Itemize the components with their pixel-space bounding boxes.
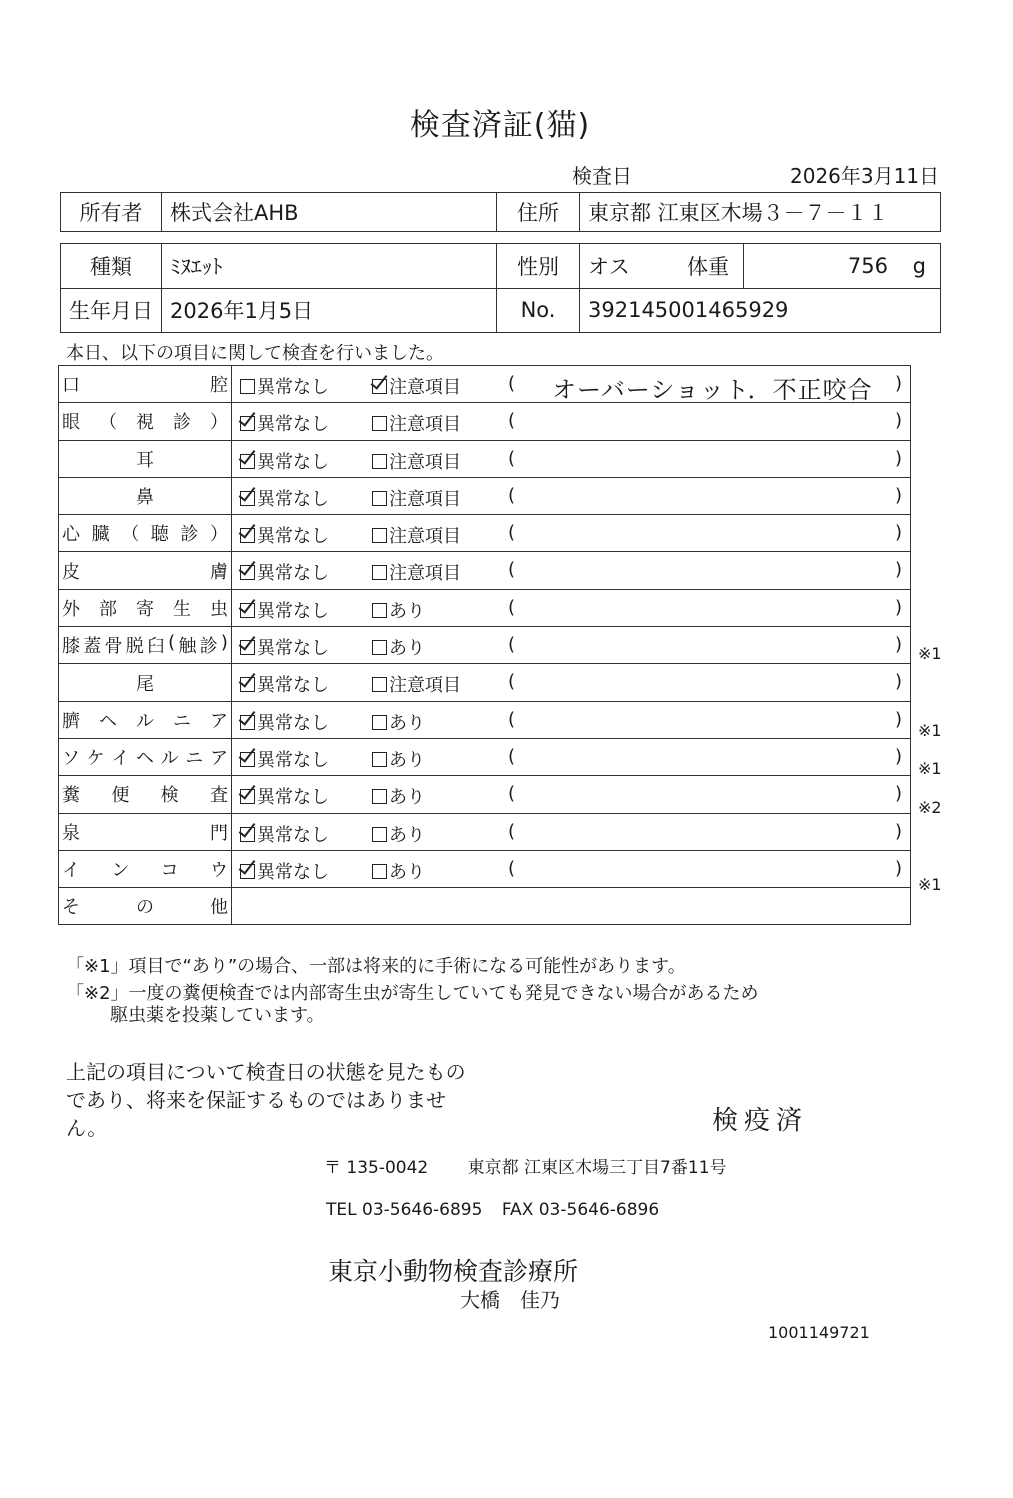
doctor-name: 大橋 佳乃 — [460, 1288, 560, 1312]
option-attention-label: 注意項目 — [389, 377, 461, 398]
option-attention[interactable] — [372, 858, 425, 884]
option-attention[interactable] — [372, 597, 425, 623]
check-item-label — [59, 477, 232, 514]
label-char: ニ — [185, 748, 204, 770]
checkbox-icon[interactable] — [372, 640, 387, 655]
clinic-contact-line — [326, 1200, 659, 1220]
check-options — [232, 589, 911, 626]
check-row — [59, 813, 911, 850]
option-attention-label: あり — [389, 638, 425, 660]
breed-value: ﾐﾇｴｯﾄ — [162, 244, 497, 289]
option-attention-label: 注意項目 — [389, 563, 461, 585]
option-attention[interactable] — [372, 373, 461, 399]
checklist-table — [58, 365, 911, 925]
label-char: ソ — [62, 748, 80, 770]
footnote-mark: ※1 — [918, 874, 942, 894]
option-normal-label: 異常なし — [257, 451, 329, 473]
check-item-text — [62, 856, 228, 882]
no-label: No. — [497, 288, 580, 333]
label-char: 診 — [199, 636, 218, 658]
option-normal[interactable] — [240, 634, 329, 660]
checkbox-icon[interactable] — [372, 752, 387, 767]
label-char: 骨 — [104, 636, 123, 658]
check-row — [59, 552, 911, 589]
breed-label: 種類 — [61, 244, 162, 289]
paren-close: ) — [894, 708, 902, 730]
check-options — [232, 627, 911, 664]
label-char: ケ — [86, 748, 105, 770]
check-item-text — [62, 520, 228, 546]
check-item-text: 鼻 — [136, 487, 154, 509]
option-attention-label: 注意項目 — [389, 675, 461, 697]
check-item-label — [59, 589, 232, 626]
inspection-stamp: 検疫済 — [712, 1106, 809, 1136]
paren-close: ) — [894, 484, 902, 506]
label-char: ( — [168, 632, 176, 654]
footnote-2b: 駆虫薬を投薬しています。 — [110, 1005, 325, 1026]
paren-close: ) — [894, 559, 902, 581]
serial-number: 1001149721 — [768, 1323, 870, 1342]
check-item-text — [62, 371, 228, 397]
check-item-label — [59, 366, 232, 403]
option-attention[interactable] — [372, 821, 425, 847]
label-char: 他 — [210, 897, 228, 919]
label-char: 心 — [62, 524, 80, 546]
checkbox-icon[interactable] — [240, 715, 255, 730]
check-item-label — [59, 813, 232, 850]
label-char: 眼 — [62, 412, 80, 434]
check-row — [59, 850, 911, 887]
check-item-label — [59, 552, 232, 589]
checkbox-icon[interactable] — [372, 827, 387, 842]
check-options — [232, 403, 911, 440]
exam-date-label: 検査日 — [572, 164, 632, 188]
option-attention[interactable] — [372, 410, 461, 436]
paren-open: ( — [508, 522, 516, 544]
label-char: ニ — [173, 710, 191, 732]
check-options — [232, 366, 911, 403]
label-char: 寄 — [136, 598, 154, 620]
clinic-name: 東京小動物検査診療所 — [328, 1257, 579, 1286]
check-item-label — [59, 701, 232, 738]
label-char: 臼 — [146, 636, 165, 658]
check-item-text — [62, 595, 228, 621]
check-options — [232, 738, 911, 775]
option-normal[interactable] — [240, 671, 329, 697]
option-attention-label: 注意項目 — [389, 414, 461, 436]
paren-open: ( — [508, 671, 516, 693]
check-row — [59, 776, 911, 813]
label-char: （ — [121, 524, 140, 546]
label-char: 査 — [209, 785, 228, 807]
label-char: ア — [209, 748, 228, 770]
check-item-text — [62, 819, 228, 845]
check-options — [232, 664, 911, 701]
option-attention-label: あり — [389, 712, 425, 734]
check-options — [232, 477, 911, 514]
option-normal-label: 異常なし — [257, 488, 329, 510]
option-attention-label: 注意項目 — [389, 451, 461, 473]
checkbox-icon[interactable] — [240, 603, 255, 618]
label-char: 臓 — [91, 524, 110, 546]
checkbox-icon[interactable] — [240, 789, 255, 804]
clinic-tel: TEL 03-5646-6895 — [326, 1200, 483, 1220]
check-row — [59, 589, 911, 626]
checkbox-icon[interactable] — [240, 491, 255, 506]
check-row — [59, 477, 911, 514]
paren-open: ( — [508, 410, 516, 432]
paren-open: ( — [508, 820, 516, 842]
check-item-label — [59, 440, 232, 477]
option-normal[interactable] — [240, 746, 329, 772]
checkbox-icon[interactable] — [372, 864, 387, 879]
label-char: ) — [220, 632, 228, 654]
paren-open: ( — [508, 484, 516, 506]
option-normal-label: 異常なし — [257, 861, 329, 883]
check-item-label — [59, 850, 232, 887]
postal-code: 〒 135-0042 — [324, 1158, 429, 1178]
clinic-fax: FAX 03-5646-6896 — [501, 1200, 660, 1220]
paren-open: ( — [508, 559, 516, 581]
option-attention[interactable] — [372, 709, 425, 735]
footnote-mark: ※1 — [918, 720, 942, 740]
label-char: 便 — [111, 785, 130, 807]
paren-close: ) — [894, 671, 902, 693]
option-normal[interactable] — [240, 783, 329, 809]
paren-close: ) — [894, 634, 902, 656]
option-normal-label: 異常なし — [257, 377, 329, 398]
check-item-text — [62, 707, 228, 733]
label-char: 虫 — [210, 598, 228, 620]
checkbox-icon[interactable] — [372, 603, 387, 618]
check-item-text — [62, 632, 228, 658]
sex-label: 性別 — [497, 244, 580, 289]
option-attention-label: あり — [389, 749, 425, 771]
check-row — [59, 366, 911, 403]
check-row — [59, 440, 911, 477]
checkbox-icon[interactable] — [240, 677, 255, 692]
paren-open: ( — [508, 745, 516, 767]
label-char: 部 — [99, 598, 117, 620]
no-value: 392145001465929 — [580, 288, 941, 333]
label-char: 生 — [173, 598, 191, 620]
option-normal-label: 異常なし — [257, 749, 329, 771]
label-char: 診 — [173, 412, 191, 434]
option-normal-label: 異常なし — [257, 526, 329, 548]
option-attention-label: あり — [389, 600, 425, 622]
label-char: 触 — [178, 636, 197, 658]
check-item-label — [59, 403, 232, 440]
option-normal[interactable] — [240, 821, 329, 847]
label-char: 膝 — [62, 636, 80, 658]
option-attention-label: 注意項目 — [389, 526, 461, 548]
check-row — [59, 515, 911, 552]
label-char: コ — [160, 860, 179, 881]
label-char: 臍 — [62, 710, 80, 732]
check-item-label — [59, 738, 232, 775]
disclaimer: 上記の項目について検査日の状態を見たものであり、将来を保証するものではありません。 — [66, 1060, 466, 1140]
option-attention-label: 注意項目 — [389, 488, 461, 510]
footnote-2a: 「※2」一度の糞便検査では内部寄生虫が寄生していても発見できない場合があるため — [66, 983, 759, 1004]
option-normal-label: 異常なし — [257, 414, 329, 436]
label-char: の — [136, 897, 154, 919]
option-normal[interactable] — [240, 373, 329, 399]
check-row — [59, 738, 911, 775]
checkbox-icon[interactable] — [240, 416, 255, 431]
check-row — [59, 627, 911, 664]
intro-text: 本日、以下の項目に関して検査を行いました。 — [66, 343, 444, 364]
birth-label: 生年月日 — [61, 288, 162, 333]
option-normal-label: 異常なし — [257, 787, 329, 809]
paren-open: ( — [508, 857, 516, 879]
checkbox-icon[interactable] — [240, 454, 255, 469]
paren-open: ( — [508, 373, 516, 394]
check-item-text — [62, 408, 228, 434]
check-item-text: 耳 — [136, 449, 154, 471]
footnote-1: 「※1」項目で“あり”の場合、一部は将来的に手術になる可能性があります。 — [66, 956, 686, 977]
paren-open: ( — [508, 447, 516, 469]
paren-open: ( — [508, 634, 516, 656]
paren-open: ( — [508, 596, 516, 618]
sex-value: オス — [580, 244, 674, 289]
option-attention-label: あり — [389, 824, 425, 846]
label-char: ル — [136, 710, 154, 732]
option-normal[interactable] — [240, 485, 329, 511]
label-char: ル — [160, 748, 179, 770]
option-attention[interactable] — [372, 671, 461, 697]
paren-open: ( — [508, 783, 516, 805]
label-char: ン — [111, 860, 130, 881]
option-attention[interactable] — [372, 485, 461, 511]
paren-open: ( — [508, 708, 516, 730]
option-normal[interactable] — [240, 858, 329, 884]
exam-date: 2026年3月11日 — [790, 164, 940, 188]
owner-table — [60, 192, 941, 232]
paren-close: ) — [894, 783, 902, 805]
check-item-text — [62, 558, 228, 584]
document-title: 検査済証(猫) — [409, 108, 591, 143]
checkbox-icon[interactable] — [372, 379, 387, 394]
checkbox-icon[interactable] — [240, 640, 255, 655]
check-item-text — [62, 744, 228, 770]
checkbox-icon[interactable] — [240, 379, 255, 394]
check-options — [232, 850, 911, 887]
label-char: ウ — [209, 860, 228, 881]
option-normal[interactable] — [240, 597, 329, 623]
checkbox-icon[interactable] — [372, 565, 387, 580]
paren-close: ) — [894, 447, 902, 469]
label-char: ヘ — [99, 710, 117, 732]
footnote-mark: ※2 — [918, 797, 942, 817]
weight-label: 体重 — [673, 244, 744, 289]
label-char: 脱 — [125, 636, 144, 658]
option-normal-label: 異常なし — [257, 600, 329, 622]
checkbox-icon[interactable] — [240, 528, 255, 543]
checkbox-icon[interactable] — [240, 864, 255, 879]
option-attention[interactable] — [372, 783, 425, 809]
label-char: 蓋 — [83, 636, 102, 658]
check-options — [232, 813, 911, 850]
label-char: 視 — [136, 412, 154, 434]
checkbox-icon[interactable] — [240, 565, 255, 580]
other-value — [232, 888, 911, 925]
check-item-label — [59, 776, 232, 813]
checkbox-icon[interactable] — [372, 454, 387, 469]
checkbox-icon[interactable] — [240, 752, 255, 767]
label-char: ） — [210, 412, 228, 434]
label-char: 皮 — [62, 561, 80, 583]
checkbox-icon[interactable] — [372, 528, 387, 543]
label-char: ヘ — [135, 748, 154, 770]
option-attention[interactable] — [372, 448, 461, 474]
clinic-address: 東京都 江東区木場三丁目7番11号 — [467, 1158, 727, 1178]
check-options — [232, 515, 911, 552]
weight-unit: g — [912, 253, 926, 278]
label-char: ア — [210, 710, 228, 732]
option-normal-label: 異常なし — [257, 824, 329, 846]
option-normal[interactable] — [240, 448, 329, 474]
checkbox-icon[interactable] — [372, 789, 387, 804]
paren-close: ) — [894, 596, 902, 618]
option-normal[interactable] — [240, 410, 329, 436]
label-char: そ — [62, 897, 80, 919]
check-options — [232, 701, 911, 738]
label-char: 検 — [160, 785, 179, 807]
paren-close: ) — [894, 522, 902, 544]
option-attention[interactable] — [372, 746, 425, 772]
label-char: 外 — [62, 598, 80, 620]
label-char: イ — [62, 860, 80, 881]
check-note: オーバーショット．不正咬合 — [552, 376, 873, 404]
option-attention-label: あり — [389, 861, 425, 883]
check-options — [232, 776, 911, 813]
label-char: 診 — [180, 524, 199, 546]
label-char: イ — [111, 748, 130, 770]
check-options — [232, 440, 911, 477]
check-item-text — [62, 781, 228, 807]
address-label: 住所 — [497, 193, 580, 232]
footnote-mark: ※1 — [918, 643, 942, 663]
option-normal-label: 異常なし — [257, 675, 329, 697]
option-normal[interactable] — [240, 559, 329, 585]
checkbox-icon[interactable] — [372, 416, 387, 431]
checkbox-icon[interactable] — [240, 827, 255, 842]
option-attention[interactable] — [372, 634, 425, 660]
pet-table — [60, 243, 941, 333]
address-value: 東京都 江東区木場３－７－１１ — [580, 193, 941, 232]
weight-cell — [744, 244, 941, 289]
paren-close: ) — [894, 373, 902, 394]
option-normal-label: 異常なし — [257, 563, 329, 585]
label-char: 泉 — [62, 822, 80, 844]
paren-close: ) — [894, 745, 902, 767]
label-char: 腔 — [210, 375, 228, 397]
paren-close: ) — [894, 410, 902, 432]
option-attention[interactable] — [372, 522, 461, 548]
option-normal-label: 異常なし — [257, 712, 329, 734]
checkbox-icon[interactable] — [372, 715, 387, 730]
check-item-label — [59, 515, 232, 552]
owner-value: 株式会社AHB — [162, 193, 497, 232]
label-char: 聴 — [150, 524, 169, 546]
footnote-mark: ※1 — [918, 759, 942, 778]
option-attention[interactable] — [372, 559, 461, 585]
label-char: （ — [99, 412, 117, 434]
checkbox-icon[interactable] — [372, 677, 387, 692]
option-normal-label: 異常なし — [257, 638, 329, 660]
label-char: ） — [209, 524, 228, 546]
paren-close: ) — [894, 857, 902, 879]
check-options — [232, 552, 911, 589]
option-normal[interactable] — [240, 522, 329, 548]
label-char: 糞 — [62, 785, 80, 807]
label-char: 膚 — [210, 561, 228, 583]
option-attention-label: あり — [389, 787, 425, 809]
other-label — [59, 888, 232, 925]
weight-value: 756 — [847, 253, 888, 278]
checkbox-icon[interactable] — [372, 491, 387, 506]
check-row — [59, 664, 911, 701]
owner-label: 所有者 — [61, 193, 162, 232]
paren-close: ) — [894, 820, 902, 842]
option-normal[interactable] — [240, 709, 329, 735]
check-item-text: 尾 — [136, 673, 154, 695]
check-row — [59, 403, 911, 440]
clinic-address-line — [324, 1153, 727, 1178]
label-char: 口 — [62, 375, 80, 397]
check-item-label — [59, 664, 232, 701]
birth-value: 2026年1月5日 — [162, 288, 497, 333]
check-row — [59, 701, 911, 738]
check-item-label — [59, 627, 232, 664]
label-char: 門 — [210, 822, 228, 844]
